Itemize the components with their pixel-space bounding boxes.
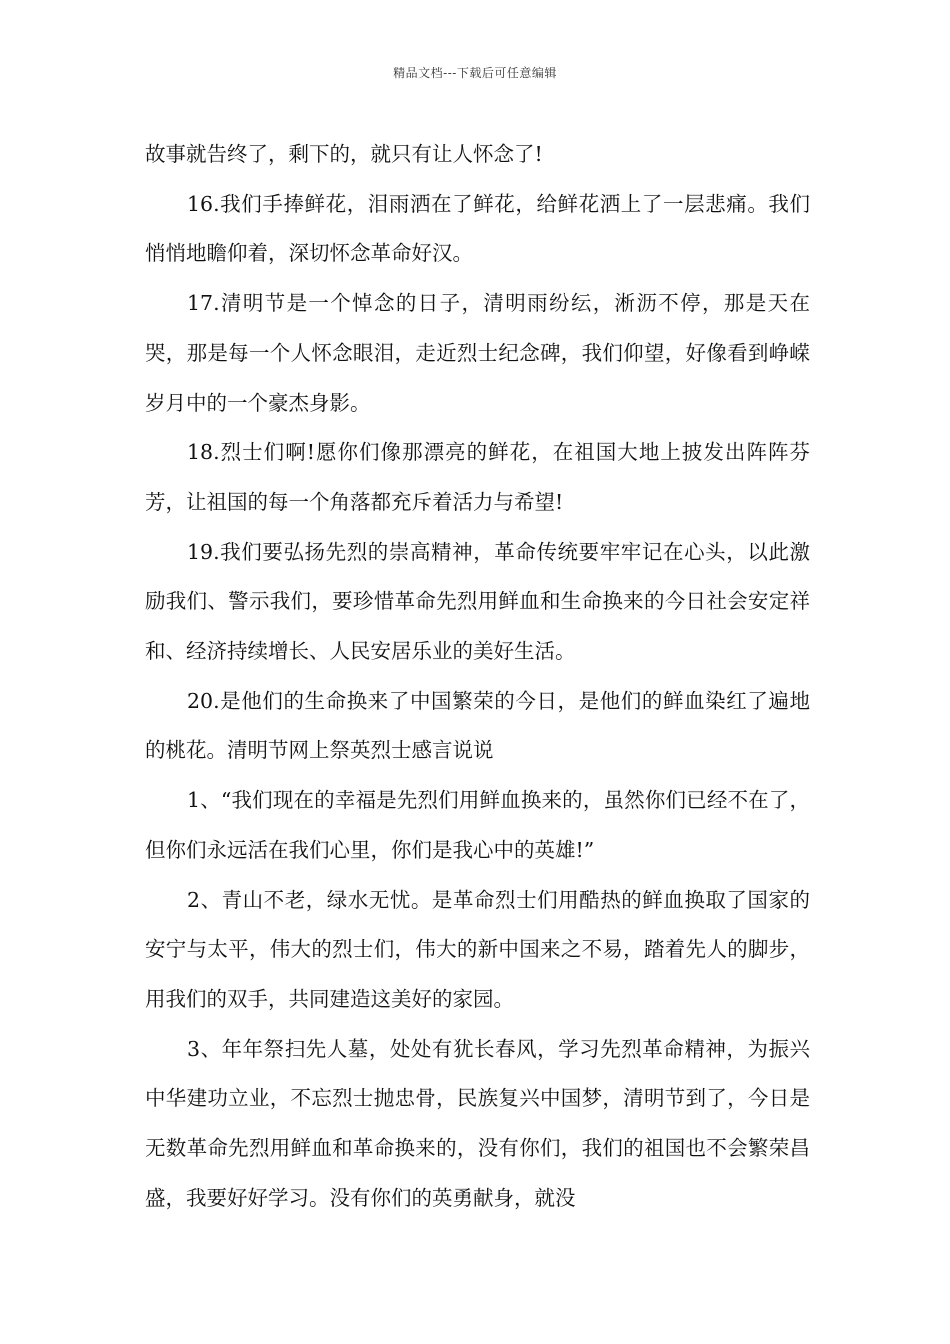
paragraph-17: 17.清明节是一个悼念的日子，清明雨纷纭，淅沥不停，那是天在哭，那是每一个人怀念眼泪，走近烈士纪念碑，我们仰望，好像看到峥嵘岁月中的一个豪杰身影。 (145, 291, 810, 415)
paragraph-20: 20.是他们的生命换来了中国繁荣的今日，是他们的鲜血染红了遍地的桃花。清明节网上祭英烈士感言说说 (145, 688, 810, 763)
paragraph-19: 19.我们要弘扬先烈的崇高精神，革命传统要牢牢记在心头，以此激励我们、警示我们，要珍惜革命先烈用鲜血和生命换来的今日社会安定祥和、经济持续增长、人民安居乐业的美好生活。 (145, 539, 810, 664)
paragraph-18: 18.烈士们啊!愿你们像那漂亮的鲜花，在祖国大地上披发出阵阵芬芳，让祖国的每一个角落都充斥着活力与希望! (145, 440, 810, 514)
page-header: 精品文档---下载后可任意编辑 (393, 66, 557, 80)
paragraph-item-2: 2、青山不老，绿水无忧。是革命烈士们用酷热的鲜血换取了国家的安宁与太平，伟大的烈士们，伟大的新中国来之不易，踏着先人的脚步，用我们的双手，共同建造这美好的家园。 (145, 887, 810, 1011)
paragraph-item-1: 1、“我们现在的幸福是先烈们用鲜血换来的，虽然你们已经不在了，但你们永远活在我们心里，你们是我心中的英雄!” (145, 788, 810, 862)
document-body (145, 130, 810, 1223)
paragraph-continuation: 故事就告终了，剩下的，就只有让人怀念了! (145, 142, 543, 166)
paragraph-item-3: 3、年年祭扫先人墓，处处有犹长春风，学习先烈革命精神，为振兴中华建功立业，不忘烈士抛忠骨，民族复兴中国梦，清明节到了，今日是无数革命先烈用鲜血和革命换来的，没有你们，我们的祖国也不会繁荣昌盛，我要好好学习。没有你们的英勇献身，就没 (145, 1036, 810, 1210)
paragraph-16: 16.我们手捧鲜花，泪雨洒在了鲜花，给鲜花洒上了一层悲痛。我们悄悄地瞻仰着，深切怀念革命好汉。 (145, 191, 810, 266)
